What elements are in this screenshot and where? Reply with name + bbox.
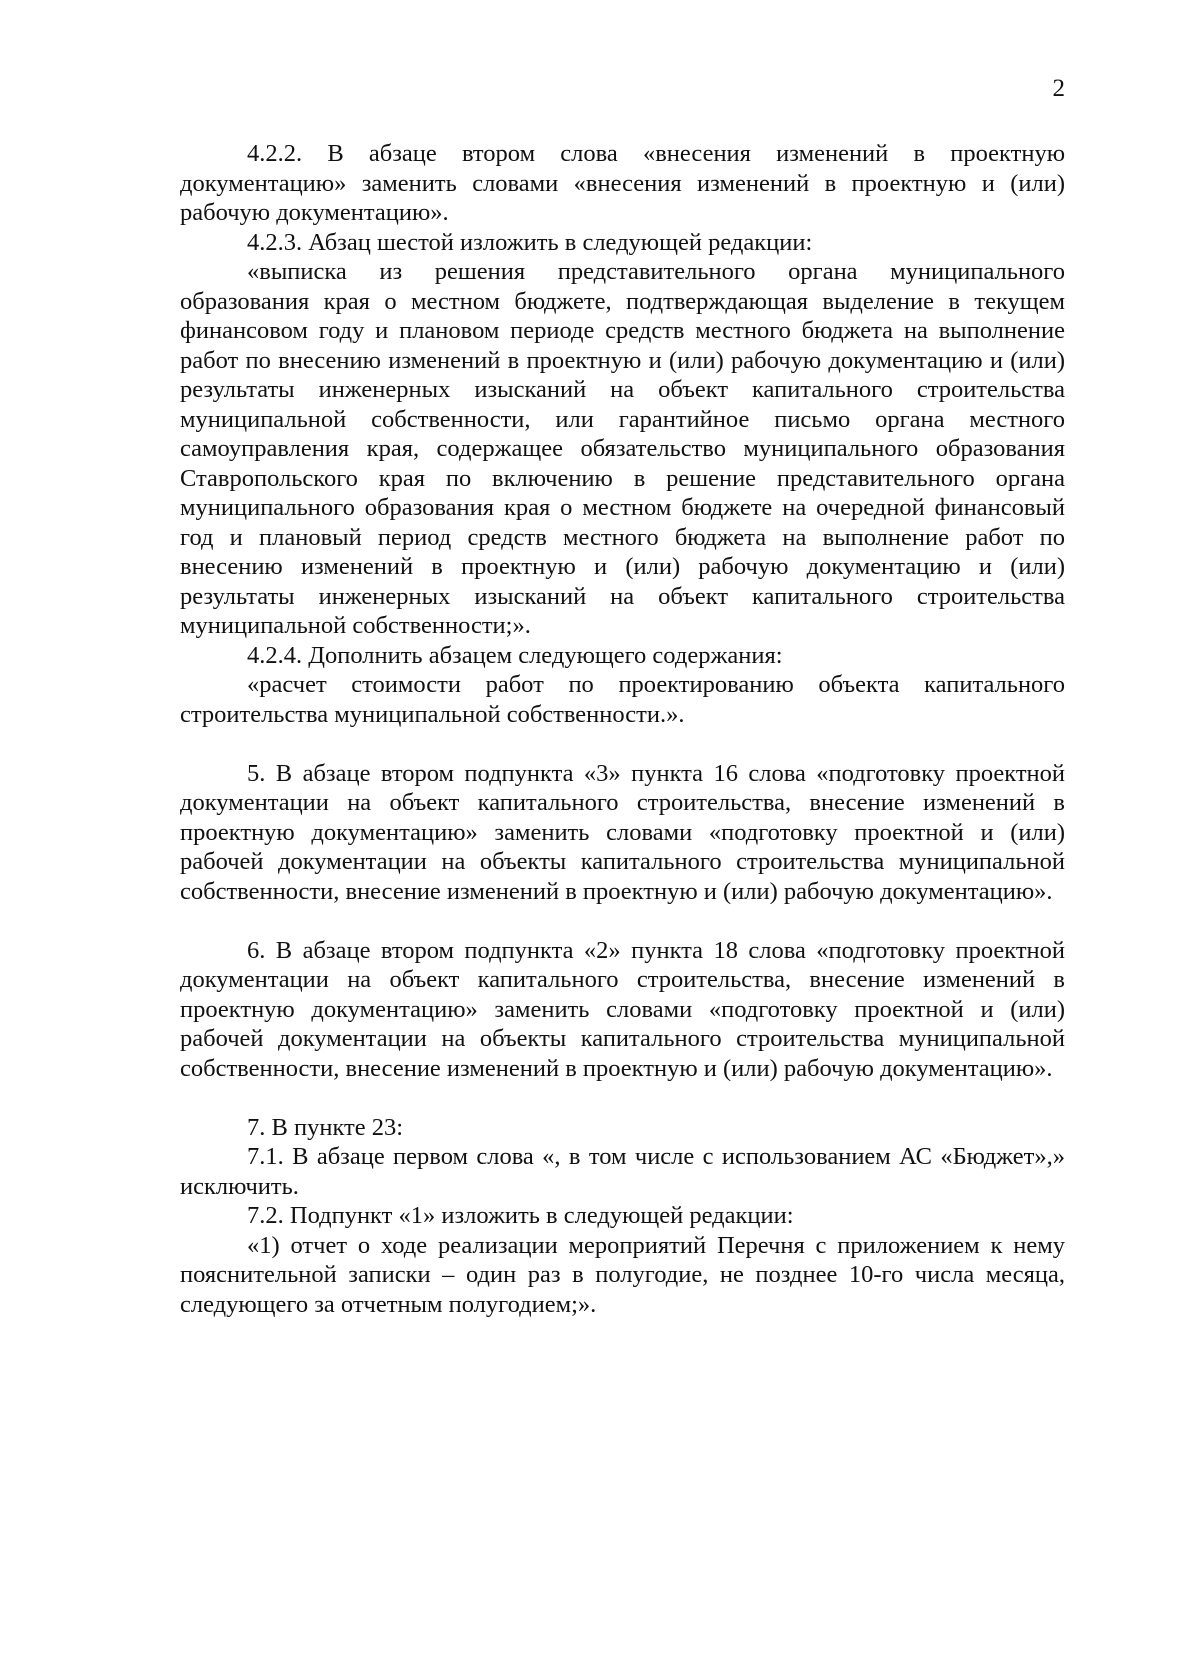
paragraph-quote-otchet: «1) отчет о ходе реализации мероприятий Перечня с приложением к нему пояснительной записки – один раз в полугодие, не позднее 10-го числа месяца, следующего за отчетным полугодием;». <box>180 1231 1065 1318</box>
paragraph-5: 5. В абзаце втором подпункта «3» пункта 16 слова «подготовку проектной документации на объект капитального строительства, внесение изменений в проектную документацию» заменить словами «подготовку проектной и (или) рабочей документации на объекты капитального строительства муниципальной собственности, внесение изменений в проектную и (или) рабочую документацию». <box>180 759 1065 905</box>
paragraph-quote-vypiska: «выписка из решения представительного органа муниципального образования края о местном бюджете, подтверждающая выделение в текущем финансовом году и плановом периоде средств местного бюджета на выполнение работ по внесению изменений в проектную и (или) рабочую документацию и (или) результаты инженерных изысканий на объект капитального строительства муниципальной собственности, или гарантийное письмо органа местного самоуправления края, содержащее обязательство муниципального образования Ставропольского края по включению в решение представительного органа муниципального образования края о местном бюджете на очередной финансовый год и плановый период средств местного бюджета на выполнение работ по внесению изменений в проектную и (или) рабочую документацию и (или) результаты инженерных изысканий на объект капитального строительства муниципальной собственности;». <box>180 258 1065 639</box>
paragraph-quote-raschet: «расчет стоимости работ по проектированию объекта капитального строительства муниципальной собственности.». <box>180 671 1065 728</box>
paragraph-7-1: 7.1. В абзаце первом слова «, в том числе с использованием АС «Бюджет»,» исключить. <box>180 1143 1065 1200</box>
paragraph-7: 7. В пункте 23: <box>247 1113 404 1141</box>
page-number: 2 <box>1052 75 1065 102</box>
paragraph-4-2-4: 4.2.4. Дополнить абзацем следующего содержания: <box>247 641 783 669</box>
paragraph-6: 6. В абзаце втором подпункта «2» пункта 18 слова «подготовку проектной документации на объект капитального строительства, внесение изменений в проектную документацию» заменить словами «подготовку проектной и (или) рабочей документации на объекты капитального строительства муниципальной собственности, внесение изменений в проектную и (или) рабочую документацию». <box>180 936 1065 1082</box>
document-body <box>180 139 1065 1319</box>
paragraph-4-2-3: 4.2.3. Абзац шестой изложить в следующей редакции: <box>247 228 813 256</box>
paragraph-7-2: 7.2. Подпункт «1» изложить в следующей редакции: <box>247 1202 794 1229</box>
paragraph-4-2-2: 4.2.2. В абзаце втором слова «внесения изменений в проектную документацию» заменить словами «внесения изменений в проектную и (или) рабочую документацию». <box>180 140 1065 226</box>
